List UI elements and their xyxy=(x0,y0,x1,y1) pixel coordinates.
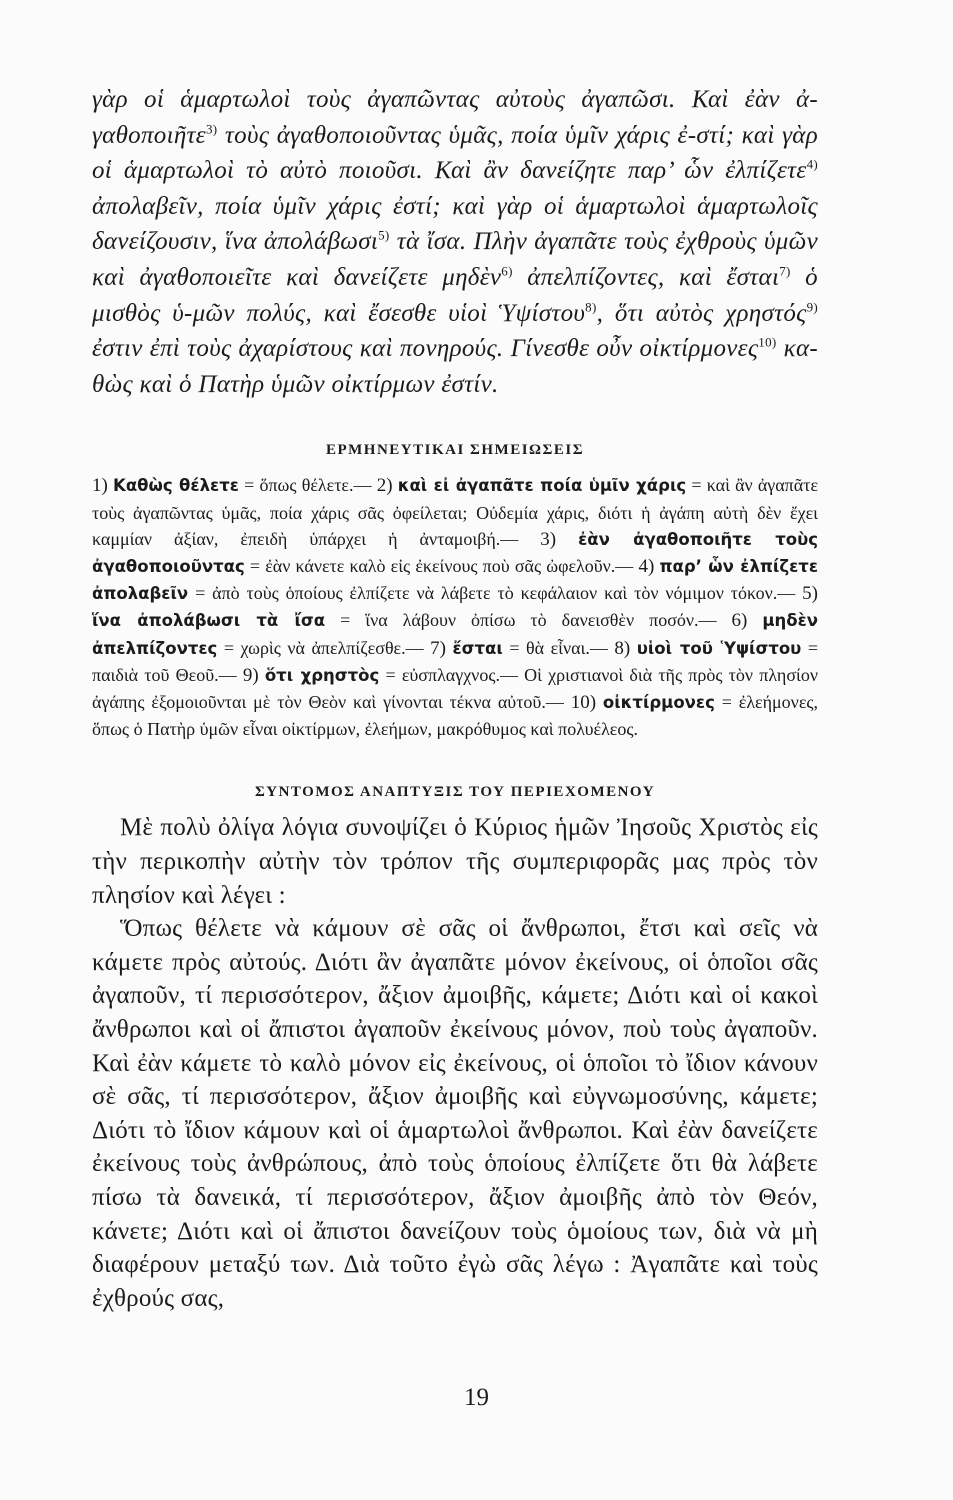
scripture-text: κα-θὼς καὶ ὁ Πατὴρ ὑμῶν οἰκτίρμων ἐστίν. xyxy=(92,335,818,398)
note-number: 6) xyxy=(731,610,748,632)
scripture-text: τοὺς ἀγαθοποιοῦντας ὑμᾶς, ποία ὑμῖν χάρις ἐ-στί; καὶ γὰρ οἱ ἁμαρτωλοὶ τὸ αὐτὸ ποιοῦσι. Καὶ ἂν δανείζητε παρ’ ὧν ἐλπίζετε xyxy=(92,121,818,185)
note-term: ἐὰν ἀγαθοποιῆτε τοὺς ἀγαθοποιοῦντας xyxy=(92,529,818,576)
scripture-text: γὰρ οἱ ἁμαρτωλοὶ τοὺς ἀγαπῶντας αὐτοὺς ἀγαπῶσι. Καὶ ἐὰν ἀ-γαθοποιῆτε xyxy=(92,86,818,149)
footnote-marker: 5) xyxy=(378,228,390,244)
scripture-text: τὰ ἴσα. Πλὴν ἀγαπᾶτε τοὺς ἐχθροὺς ὑμῶν καὶ ἀγαθοποιεῖτε καὶ δανείζετε μηδὲν xyxy=(92,228,818,291)
explanatory-notes xyxy=(92,472,818,742)
note-term: υἱοὶ τοῦ Ὑψίστου xyxy=(636,638,802,658)
summary-heading: ΣΥΝΤΟΜΟΣ ΑΝΑΠΤΥΞΙΣ ΤΟΥ ΠΕΡΙΕΧΟΜΕΝΟΥ xyxy=(254,784,656,801)
note-text: = παιδιὰ τοῦ Θεοῦ.— xyxy=(92,637,818,685)
scripture-text: ὁ μισθὸς ὑ-μῶν πολύς, καὶ ἔσεσθε υἱοὶ Ὑψίστου xyxy=(92,263,818,327)
page-content xyxy=(92,82,818,1315)
note-text: = ἐλεήμονες, ὅπως ὁ Πατὴρ ὑμῶν εἶναι οἰκτίρμων, ἐλεήμων, μακρόθυμος καὶ πολυέλεος. xyxy=(92,691,819,740)
note-text: = θὰ εἶναι.— xyxy=(502,637,615,658)
summary-paragraph: Ὅπως θέλετε νὰ κάμουν σὲ σᾶς οἱ ἄνθρωποι, ἔτσι καὶ σεῖς νὰ κάμετε πρὸς αὐτούς. Διότι ἂν ἀγαπᾶτε μόνον ἐκείνους, οἱ ὁποῖοι σᾶς ἀγαποῦν, τί περισσότερον, ἄξιον ἀμοιβῆς, κάμετε; Διότι καὶ οἱ κακοὶ ἄνθρωποι καὶ οἱ ἄπιστοι ἀγαποῦν ἐκείνους μόνον, ποὺ τοὺς ἀγαποῦν. Καὶ ἐὰν κάμετε τὸ καλὸ μόνον εἰς ἐκείνους, οἱ ὁποῖοι τὸ ἴδιον κάνουν σὲ σᾶς, τί περισσότερον, ἄξιον ἀμοιβῆς καὶ εὐγνωμοσύνης, κάμετε; Διότι τὸ ἴδιον κάμουν καὶ οἱ ἁμαρτωλοὶ ἄνθρωποι. Καὶ ἐὰν δανείζετε ἐκείνους τοὺς ἀνθρώπους, ἀπὸ τοὺς ὁποίους ἐλπίζετε ὅτι θὰ λάβετε πίσω τὰ δανεικά, τί περισσότερον, ἄξιον ἀμοιβῆς ἀπὸ τὸν Θεόν, κάνετε; Διότι καὶ οἱ ἄπιστοι δανείζουν τοὺς ὁμοίους των, διὰ νὰ μὴ διαφέρουν μεταξύ των. Διὰ τοῦτο ἐγὼ σᾶς λέγω : Ἀγαπᾶτε καὶ τοὺς ἐχθρούς σας, xyxy=(92,915,818,1312)
summary-paragraph: Μὲ πολὺ ὀλίγα λόγια συνοψίζει ὁ Κύριος ἡμῶν Ἰησοῦς Χριστὸς εἰς τὴν περικοπὴν αὐτὴν τὸν τρόπον τῆς συμπεριφορᾶς μας πρὸς τὸν πλησίον καὶ λέγει : xyxy=(92,814,818,909)
footnote-marker: 9) xyxy=(806,299,818,315)
note-text: = εὐσπλαγχνος.— Οἱ χριστιανοὶ διὰ τῆς πρὸς τὸν πλησίον ἀγάπης ἐξομοιοῦνται μὲ τὸν Θεὸν καὶ γίνονται τέκνα αὐτοῦ.— xyxy=(92,664,819,712)
note-term: Καθὼς θέλετε xyxy=(113,476,239,496)
scripture-text: , ὅτι αὐτὸς χρηστός xyxy=(596,299,807,327)
notes-heading: ΕΡΜΗΝΕΥΤΙΚΑΙ ΣΗΜΕΙΩΣΕΙΣ xyxy=(325,442,585,459)
note-term: καὶ εἰ ἀγαπᾶτε ποία ὑμῖν χάρις xyxy=(397,476,687,496)
scripture-passage xyxy=(92,82,818,402)
scripture-text: ἀπελπίζοντες, καὶ ἔσται xyxy=(512,263,780,291)
note-text: = ὅπως θέλετε.— xyxy=(238,475,377,496)
footnote-marker: 7) xyxy=(779,263,791,279)
note-number: 3) xyxy=(540,528,557,550)
footnote-marker: 10) xyxy=(758,334,777,350)
footnote-marker: 8) xyxy=(585,299,597,315)
note-number: 8) xyxy=(614,637,631,659)
note-number: 7) xyxy=(430,637,446,659)
note-text: = ἀπὸ τοὺς ὁποίους ἐλπίζετε νὰ λάβετε τὸ κεφάλαιον καὶ τὸν νόμιμον τόκον.— xyxy=(188,583,803,604)
note-text: = χωρὶς νὰ ἀπελπίζεσθε.— xyxy=(217,637,431,658)
note-term: ὅτι χρηστὸς xyxy=(264,665,380,685)
note-number: 5) xyxy=(802,583,818,605)
note-number: 2) xyxy=(376,475,393,497)
page-number: 19 xyxy=(464,1384,489,1411)
footnote-marker: 4) xyxy=(806,156,818,172)
note-term: οἰκτίρμονες xyxy=(602,692,715,712)
note-number: 10) xyxy=(570,691,597,713)
scripture-text: ἀπολαβεῖν, ποία ὑμῖν χάρις ἐστί; καὶ γὰρ οἱ ἁμαρτωλοὶ ἁμαρτωλοῖς δανείζουσιν, ἵνα ἀπολάβωσι xyxy=(92,192,818,256)
note-text: = ἐὰν κάνετε καλὸ εἰς ἐκείνους ποὺ σᾶς ὠφελοῦν.— xyxy=(244,555,639,576)
note-number: 9) xyxy=(242,664,259,686)
note-text: = καὶ ἂν ἀγαπᾶτε τοὺς ἀγαπῶντας ὑμᾶς, ποία χάρις σᾶς ὀφείλεται; Οὐδεμία χάρις, διότι ἡ ἀγάπη αὐτὴ δὲν ἔχει καμμίαν ἀξίαν, ἐπειδὴ ὑπάρχει ἡ ἀνταμοιβή.— xyxy=(92,475,818,549)
note-number: 1) xyxy=(92,475,108,497)
note-text: = ἵνα λάβουν ὀπίσω τὸ δανεισθὲν ποσόν.— xyxy=(325,610,732,631)
note-term: μηδὲν ἀπελπίζοντες xyxy=(92,611,818,658)
note-number: 4) xyxy=(638,555,655,577)
footnote-marker: 6) xyxy=(501,263,513,279)
note-term: παρ’ ὧν ἐλπίζετε ἀπολαβεῖν xyxy=(92,556,819,604)
scripture-text: ἐστιν ἐπὶ τοὺς ἀχαρίστους καὶ πονηρούς. Γίνεσθε οὖν οἰκτίρμονες xyxy=(92,335,759,363)
footnote-marker: 3) xyxy=(205,121,218,137)
note-term: ἔσται xyxy=(452,638,503,658)
note-term: ἵνα ἀπολάβωσι τὰ ἴσα xyxy=(92,611,326,631)
